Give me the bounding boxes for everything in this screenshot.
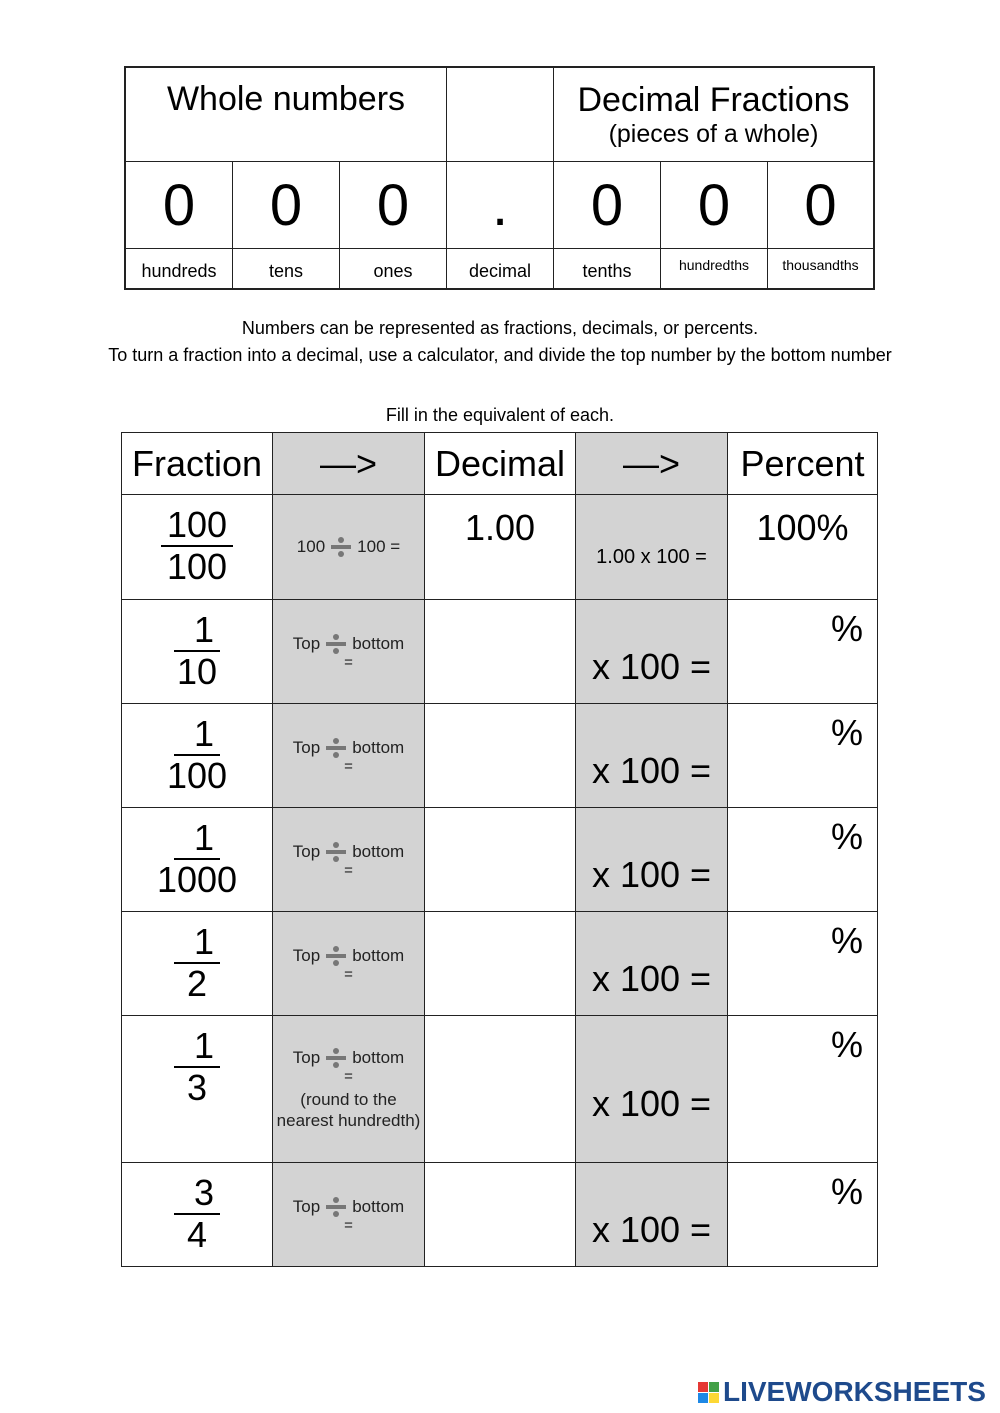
instruction-line-1: Numbers can be represented as fractions, decimals, or percents. bbox=[241, 318, 759, 338]
decimal-heading-blank bbox=[447, 68, 554, 162]
example-decimal: 1.00 bbox=[425, 495, 576, 600]
fraction-cell bbox=[122, 1016, 273, 1163]
op-equals: = bbox=[344, 965, 353, 983]
decimal-fractions-subtitle: (pieces of a whole) bbox=[608, 119, 819, 148]
operation bbox=[273, 945, 424, 967]
decimal-answer-cell[interactable] bbox=[425, 912, 576, 1016]
percent-answer-cell[interactable] bbox=[728, 912, 878, 1016]
op-equals: = bbox=[344, 861, 353, 879]
fraction bbox=[174, 922, 220, 1004]
op-top: Top bbox=[292, 633, 321, 653]
header-fraction: Fraction bbox=[122, 433, 273, 495]
decimal-fractions-heading bbox=[554, 68, 873, 162]
percent-answer-cell[interactable] bbox=[728, 1163, 878, 1267]
numerator: 1 bbox=[174, 610, 220, 652]
header-arrow-1: —> bbox=[273, 433, 425, 495]
table-row bbox=[122, 1016, 878, 1163]
operation-cell bbox=[273, 912, 425, 1016]
operation-cell bbox=[273, 808, 425, 912]
decimal-answer-cell[interactable] bbox=[425, 1016, 576, 1163]
multiply-label: x 100 = bbox=[576, 1016, 728, 1163]
digit-ones: 0 bbox=[340, 162, 447, 249]
op-top: Top bbox=[292, 1048, 321, 1067]
round-note: (round to the nearest hundredth) bbox=[276, 1090, 421, 1130]
digit-hundreds: 0 bbox=[126, 162, 233, 249]
table-row bbox=[122, 912, 878, 1016]
op-bottom: bottom bbox=[352, 737, 405, 757]
op-bottom: bottom bbox=[352, 945, 405, 965]
operation-cell bbox=[273, 600, 425, 704]
table-row bbox=[122, 1163, 878, 1267]
fraction-cell bbox=[122, 912, 273, 1016]
divide-icon bbox=[325, 737, 347, 759]
fraction-cell bbox=[122, 808, 273, 912]
multiply-label: x 100 = bbox=[576, 704, 728, 808]
operation-cell bbox=[273, 1163, 425, 1267]
decimal-point: . bbox=[447, 162, 554, 249]
table-row bbox=[122, 808, 878, 912]
decimal-answer-cell[interactable] bbox=[425, 1163, 576, 1267]
example-fraction bbox=[161, 505, 233, 587]
percent-answer-cell[interactable] bbox=[728, 704, 878, 808]
percent-sign: % bbox=[830, 816, 863, 857]
percent-sign: % bbox=[830, 712, 863, 753]
liveworksheets-logo bbox=[698, 1376, 986, 1408]
label-tenths: tenths bbox=[554, 249, 661, 290]
digit-tens: 0 bbox=[233, 162, 340, 249]
op-bottom: bottom bbox=[352, 633, 405, 653]
example-operation-cell bbox=[273, 495, 425, 600]
divide-icon bbox=[330, 536, 352, 558]
fraction-cell bbox=[122, 1163, 273, 1267]
fraction bbox=[174, 1026, 220, 1108]
percent-sign: % bbox=[830, 608, 863, 649]
example-multiply: 1.00 x 100 = bbox=[576, 495, 728, 600]
decimal-fractions-title: Decimal Fractions bbox=[577, 80, 850, 119]
multiply-label: x 100 = bbox=[576, 600, 728, 704]
percent-answer-cell[interactable] bbox=[728, 600, 878, 704]
logo-text: LIVEWORKSHEETS bbox=[723, 1376, 986, 1407]
numerator: 1 bbox=[174, 818, 220, 860]
percent-answer-cell[interactable] bbox=[728, 808, 878, 912]
multiply-label: x 100 = bbox=[576, 1163, 728, 1267]
digit-hundredths: 0 bbox=[661, 162, 768, 249]
operation bbox=[273, 1047, 424, 1069]
decimal-answer-cell[interactable] bbox=[425, 600, 576, 704]
operation bbox=[273, 737, 424, 759]
label-thousandths: thousandths bbox=[782, 257, 859, 273]
op-equals: = bbox=[344, 1068, 353, 1085]
example-op-right: 100 = bbox=[357, 537, 401, 556]
divide-icon bbox=[325, 1047, 347, 1069]
logo-blocks-icon bbox=[698, 1382, 719, 1403]
op-top: Top bbox=[292, 737, 321, 757]
op-top: Top bbox=[292, 841, 321, 861]
divide-icon bbox=[325, 1196, 347, 1218]
fraction bbox=[157, 818, 237, 900]
op-top: Top bbox=[292, 1196, 321, 1216]
divide-icon bbox=[325, 841, 347, 863]
header-decimal: Decimal bbox=[425, 433, 576, 495]
label-ones: ones bbox=[340, 249, 447, 290]
digit-tenths: 0 bbox=[554, 162, 661, 249]
example-fraction-cell bbox=[122, 495, 273, 600]
percent-answer-cell[interactable] bbox=[728, 1016, 878, 1163]
denominator: 4 bbox=[186, 1214, 208, 1255]
percent-sign: % bbox=[830, 1171, 863, 1212]
example-row bbox=[122, 495, 878, 600]
label-hundredths: hundredths bbox=[661, 249, 768, 290]
whole-numbers-heading: Whole numbers bbox=[126, 68, 447, 162]
multiply-label: x 100 = bbox=[576, 912, 728, 1016]
example-numerator: 100 bbox=[161, 505, 233, 547]
conversion-table bbox=[121, 432, 878, 1267]
operation-cell bbox=[273, 704, 425, 808]
denominator: 2 bbox=[186, 963, 208, 1004]
label-tens: tens bbox=[233, 249, 340, 290]
instruction-line-2: To turn a fraction into a decimal, use a calculator, and divide the top number by the bottom number bbox=[108, 345, 892, 365]
example-percent: 100% bbox=[728, 495, 878, 600]
operation-cell bbox=[273, 1016, 425, 1163]
header-row bbox=[122, 433, 878, 495]
fraction-cell bbox=[122, 600, 273, 704]
divide-icon bbox=[325, 633, 347, 655]
op-equals: = bbox=[344, 757, 353, 775]
example-operation bbox=[273, 536, 424, 558]
percent-sign: % bbox=[830, 1024, 863, 1065]
table-row bbox=[122, 704, 878, 808]
numerator: 1 bbox=[174, 714, 220, 756]
denominator: 3 bbox=[186, 1067, 208, 1108]
fraction-cell bbox=[122, 704, 273, 808]
place-value-chart bbox=[124, 66, 875, 290]
multiply-label: x 100 = bbox=[576, 808, 728, 912]
instruction-line-3: Fill in the equivalent of each. bbox=[385, 405, 615, 425]
divide-icon bbox=[325, 945, 347, 967]
fraction bbox=[174, 1173, 220, 1255]
fraction bbox=[174, 610, 220, 692]
digit-thousandths: 0 bbox=[768, 162, 873, 249]
op-equals: = bbox=[344, 1216, 353, 1234]
operation bbox=[273, 1196, 424, 1218]
numerator: 1 bbox=[174, 1026, 220, 1068]
denominator: 100 bbox=[166, 755, 228, 796]
denominator: 10 bbox=[176, 651, 218, 692]
op-bottom: bottom bbox=[352, 841, 405, 861]
header-arrow-2: —> bbox=[576, 433, 728, 495]
table-row bbox=[122, 600, 878, 704]
decimal-answer-cell[interactable] bbox=[425, 808, 576, 912]
label-decimal: decimal bbox=[447, 249, 554, 290]
decimal-answer-cell[interactable] bbox=[425, 704, 576, 808]
operation bbox=[273, 633, 424, 655]
operation bbox=[273, 841, 424, 863]
denominator: 1000 bbox=[156, 859, 238, 900]
percent-sign: % bbox=[830, 920, 863, 961]
header-percent: Percent bbox=[728, 433, 878, 495]
op-bottom: bottom bbox=[352, 1048, 405, 1067]
op-top: Top bbox=[292, 945, 321, 965]
op-equals: = bbox=[344, 653, 353, 671]
numerator: 1 bbox=[174, 922, 220, 964]
example-op-left: 100 bbox=[296, 537, 326, 556]
example-denominator: 100 bbox=[166, 546, 228, 587]
op-bottom: bottom bbox=[352, 1196, 405, 1216]
label-hundreds: hundreds bbox=[126, 249, 233, 290]
fraction bbox=[167, 714, 227, 796]
numerator: 3 bbox=[174, 1173, 220, 1215]
